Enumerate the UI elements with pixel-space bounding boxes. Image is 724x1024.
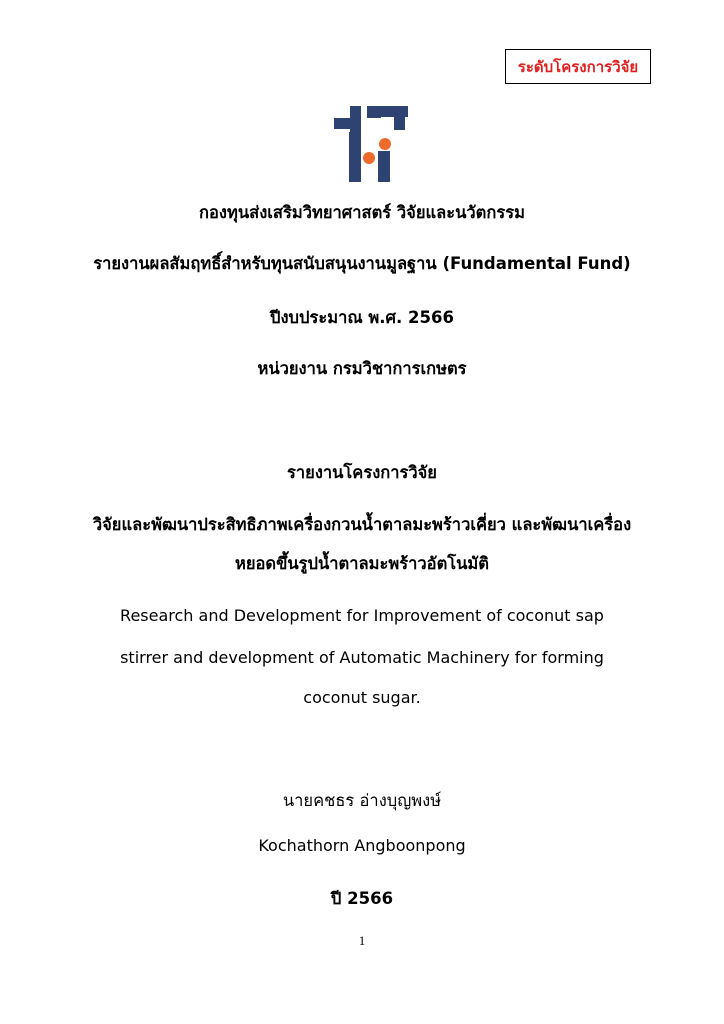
agency-name: กองทุนส่งเสริมวิทยาศาสตร์ วิจัยและนวัตกรรม — [199, 203, 525, 222]
project-title-en-line3: coconut sugar. — [303, 688, 421, 707]
agency-unit: หน่วยงาน กรมวิชาการเกษตร — [257, 359, 467, 378]
report-year: ปี 2566 — [330, 889, 394, 908]
project-title-th-line2: หยอดขึ้นรูปน้ำตาลมะพร้าวอัตโนมัติ — [234, 554, 490, 573]
tsri-logo-icon — [334, 106, 408, 182]
project-title-en-line1: Research and Development for Improvement of coconut sap — [120, 606, 604, 625]
section-title: รายงานโครงการวิจัย — [287, 463, 437, 482]
page-number: 1 — [358, 933, 366, 948]
report-title: รายงานผลสัมฤทธิ์สำหรับทุนสนับสนุนงานมูลฐาน (Fundamental Fund) — [93, 254, 631, 273]
author-name-th: นายคชธร อ่างบุญพงษ์ — [282, 791, 442, 810]
project-title-th-line1: วิจัยและพัฒนาประสิทธิภาพเครื่องกวนน้ำตาลมะพร้าวเคี่ยว และพัฒนาเครื่อง — [92, 515, 632, 534]
author-name-en: Kochathorn Angboonpong — [258, 836, 466, 855]
project-title-en-line2: stirrer and development of Automatic Machinery for forming — [120, 648, 604, 667]
fiscal-year: ปีงบประมาณ พ.ศ. 2566 — [270, 308, 454, 327]
research-level-badge: ระดับโครงการวิจัย — [505, 49, 651, 84]
